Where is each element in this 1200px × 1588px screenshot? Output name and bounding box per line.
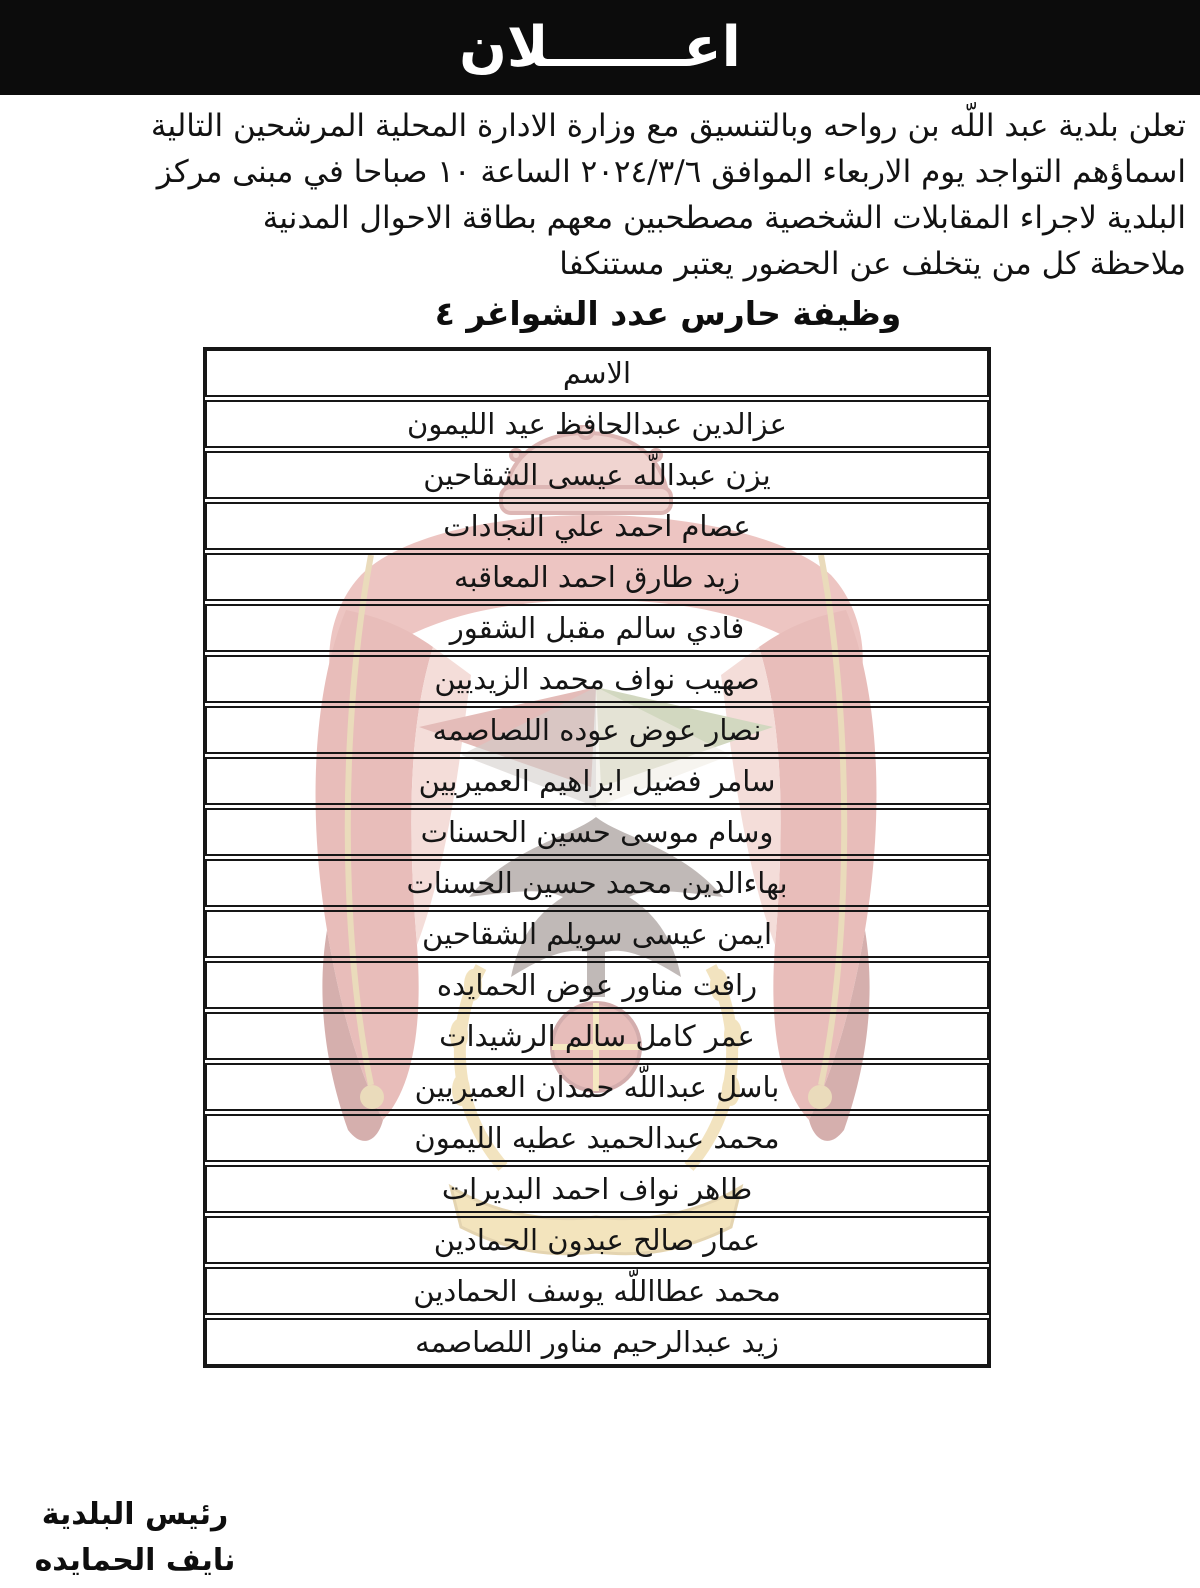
table-row: محمد عطااللّه يوسف الحمادين <box>205 1267 989 1315</box>
intro-paragraph <box>14 103 1186 287</box>
table-row: زيد عبدالرحيم مناور اللصاصمه <box>205 1318 989 1366</box>
table-row: وسام موسى حسين الحسنات <box>205 808 989 856</box>
table-row: رافت مناور عوض الحمايده <box>205 961 989 1009</box>
candidates-table-area <box>203 347 991 1368</box>
table-row: صهيب نواف محمد الزيديين <box>205 655 989 703</box>
signature-title: رئيس البلدية <box>41 1497 229 1532</box>
table-row: عزالدين عبدالحافظ عيد الليمون <box>205 400 989 448</box>
signature-block <box>10 1492 260 1584</box>
table-row: محمد عبدالحميد عطيه الليمون <box>205 1114 989 1162</box>
intro-line-1: تعلن بلدية عبد اللّه بن رواحه وبالتنسيق مع وزارة الادارة المحلية المرشحين التالية <box>150 108 1186 144</box>
table-row: زيد طارق احمد المعاقبه <box>205 553 989 601</box>
vacancy-heading: وظيفة حارس عدد الشواغر ٤ <box>434 294 902 333</box>
announcement-banner <box>0 0 1200 95</box>
table-row: نصار عوض عوده اللصاصمه <box>205 706 989 754</box>
table-header-name-column: الاسم <box>205 349 989 397</box>
signature-name: نايف الحمايده <box>34 1543 236 1578</box>
intro-line-3: البلدية لاجراء المقابلات الشخصية مصطحبين معهم بطاقة الاحوال المدنية <box>262 200 1186 236</box>
table-row: عمار صالح عبدون الحمادين <box>205 1216 989 1264</box>
banner-title: اعـــــــلان <box>459 15 741 80</box>
table-row: بهاءالدين محمد حسين الحسنات <box>205 859 989 907</box>
table-row: عصام احمد علي النجادات <box>205 502 989 550</box>
table-row: باسل عبداللّه حمدان العميريين <box>205 1063 989 1111</box>
table-row: سامر فضيل ابراهيم العميريين <box>205 757 989 805</box>
intro-line-2: اسماؤهم التواجد يوم الاربعاء الموافق ٢٠٢٤/٣/٦ الساعة ١٠ صباحا في مبنى مركز <box>156 154 1186 190</box>
table-row: ايمن عيسى سويلم الشقاحين <box>205 910 989 958</box>
table-row: طاهر نواف احمد البديرات <box>205 1165 989 1213</box>
candidates-table <box>203 347 991 1368</box>
table-row: فادي سالم مقبل الشقور <box>205 604 989 652</box>
table-row: عمر كامل سالم الرشيدات <box>205 1012 989 1060</box>
intro-line-4-note: ملاحظة كل من يتخلف عن الحضور يعتبر مستنكفا <box>559 246 1186 282</box>
table-row: يزن عبداللّه عيسى الشقاحين <box>205 451 989 499</box>
